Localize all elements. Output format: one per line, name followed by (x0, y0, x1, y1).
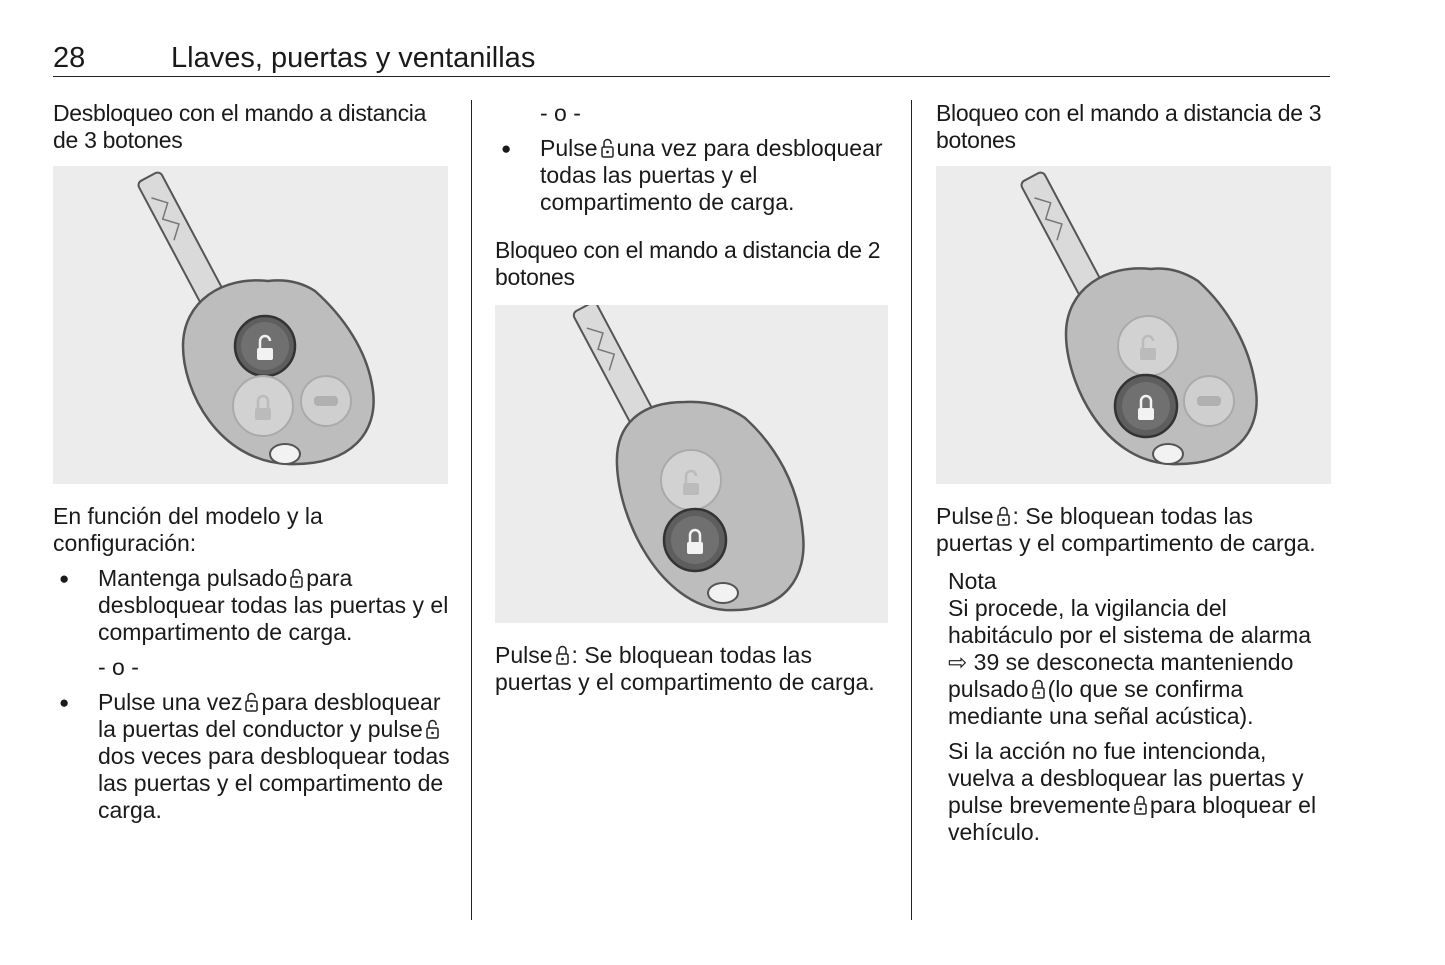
unlock-padlock-icon (601, 138, 614, 158)
column-divider-2 (911, 100, 912, 920)
unlock-padlock-icon (290, 568, 303, 588)
text-fragment: Si procede, la vigilancia del habitáculo por el sistema de alarma (948, 595, 1312, 648)
lock-padlock-icon (997, 506, 1010, 526)
note-paragraph (948, 595, 1332, 730)
or-separator: - o - (98, 654, 139, 680)
note-title: Nota (948, 568, 997, 594)
key-fob-3-button-unlock-figure (53, 166, 448, 484)
chapter-title: Llaves, puertas y ventanillas (171, 42, 536, 74)
section-heading-lock-2-button: Bloqueo con el mando a distancia de 2 botones (495, 237, 881, 290)
key-fob-2-button-lock-figure (495, 305, 888, 623)
text-fragment: para bloquear el vehículo. (948, 792, 1317, 845)
lock-instruction-text (495, 642, 893, 696)
or-separator: - o - (540, 100, 581, 126)
text-fragment: Si la acción no fue intencionda, vuelva a desbloquear las puertas y pulse brevemente (948, 738, 1304, 818)
bullet-list (53, 565, 453, 646)
bullet-text: dos veces para desbloquear todas las puertas y el compartimento de carga. (98, 743, 450, 823)
text-fragment: : Se bloquean todas las puertas y el compartimento de carga. (936, 503, 1316, 556)
lock-padlock-icon (1134, 795, 1147, 815)
text-fragment: Pulse (936, 503, 994, 529)
column-divider-1 (471, 100, 472, 920)
bullet-text: Pulse (540, 135, 598, 161)
text-fragment: Pulse (495, 642, 553, 668)
bullet-text: Pulse una vez (98, 689, 243, 715)
list-item (53, 565, 453, 646)
column-3 (936, 100, 1332, 846)
list-item (53, 689, 453, 824)
bullet-list (495, 135, 893, 216)
page-header (53, 40, 1330, 77)
text-fragment: se desconecta manteniendo pulsado (948, 649, 1294, 702)
lock-padlock-icon (1032, 679, 1045, 699)
text-fragment: (lo que se confirma mediante una señal acústica). (948, 676, 1254, 729)
section-heading-unlock-3-button: Desbloqueo con el mando a distancia de 3 botones (53, 100, 427, 153)
section-heading-lock-3-button: Bloqueo con el mando a distancia de 3 botones (936, 100, 1322, 153)
note-paragraph (948, 738, 1332, 846)
intro-text: En función del modelo y la configuración: (53, 503, 323, 556)
bullet-text: Mantenga pulsado (98, 565, 288, 591)
bullet-text: para desbloquear todas las puertas y el compartimento de carga. (98, 565, 449, 645)
note-box (936, 568, 1332, 846)
column-1 (53, 100, 453, 824)
unlock-padlock-icon (426, 719, 439, 739)
bullet-list (53, 689, 453, 824)
column-2 (495, 100, 893, 696)
text-fragment: : Se bloquean todas las puertas y el compartimento de carga. (495, 642, 875, 695)
lock-instruction-text (936, 503, 1332, 557)
unlock-padlock-icon (245, 692, 258, 712)
list-item (495, 135, 893, 216)
bullet-text: para desbloquear la puertas del conductor y pulse (98, 689, 441, 742)
arrow-reference-icon: ⇨ (948, 649, 968, 675)
page-number: 28 (53, 42, 86, 74)
key-fob-3-button-lock-figure (936, 166, 1331, 484)
lock-padlock-icon (556, 645, 569, 665)
page-reference: 39 (973, 649, 1000, 675)
bullet-text: una vez para desbloquear todas las puertas y el compartimento de carga. (540, 135, 883, 215)
